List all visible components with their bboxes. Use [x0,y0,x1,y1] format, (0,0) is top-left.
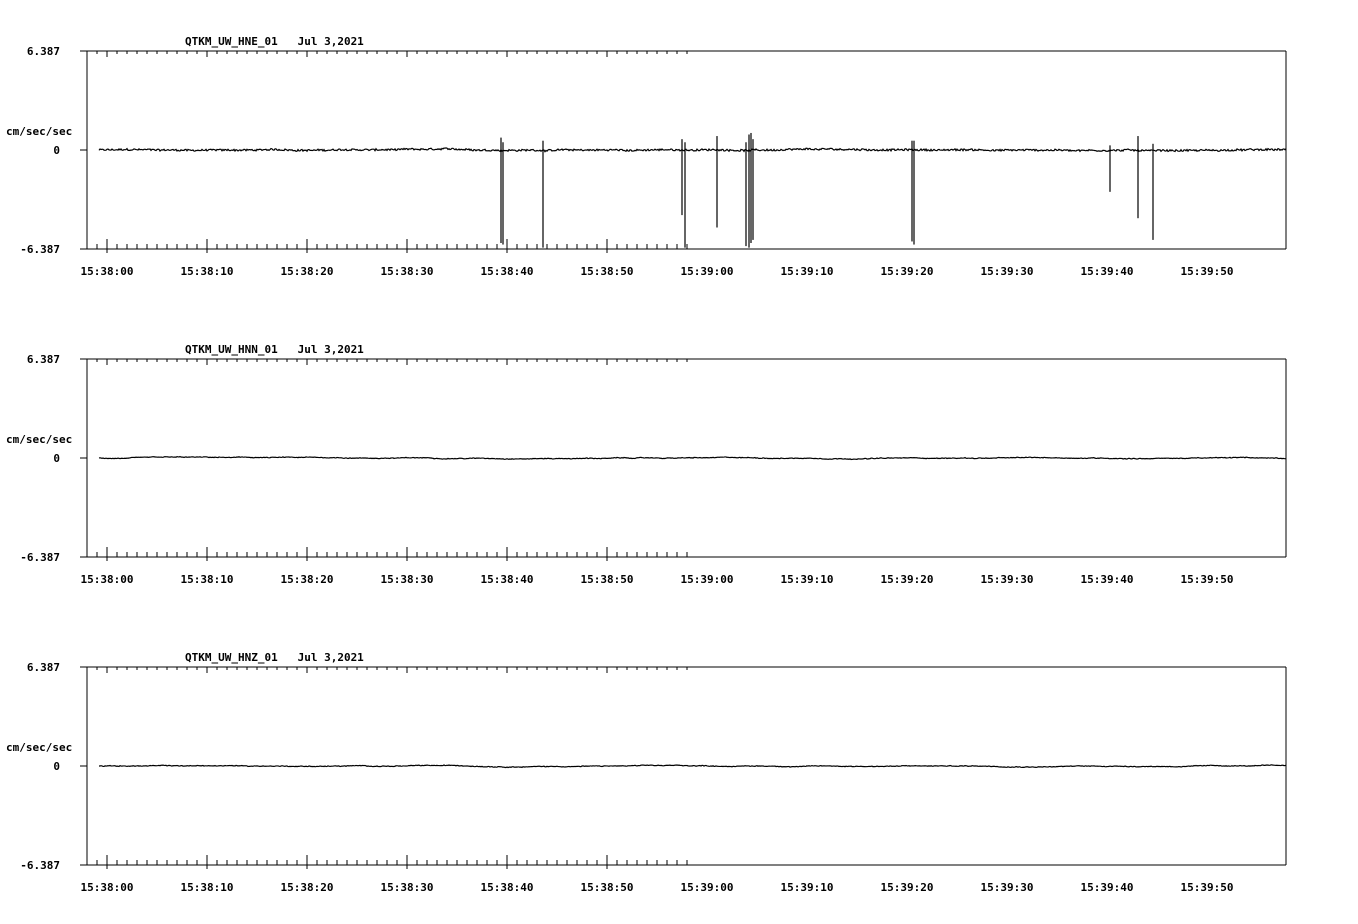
x-tick-label: 15:39:00 [680,265,734,278]
seismic-trace [99,457,1286,460]
x-tick-label: 15:38:00 [80,881,134,894]
x-tick-label: 15:39:30 [980,881,1034,894]
seismic-trace [99,148,1286,152]
x-tick-label: 15:38:20 [280,265,334,278]
x-tick-label: 15:39:10 [780,265,834,278]
panel-3 [80,667,1286,869]
x-tick-label: 15:38:10 [180,265,234,278]
x-tick-label: 15:39:30 [980,265,1034,278]
x-tick-label: 15:38:20 [280,881,334,894]
x-tick-label: 15:38:50 [580,573,634,586]
x-tick-label: 15:39:50 [1180,881,1234,894]
x-tick-label: 15:39:20 [880,573,934,586]
x-tick-label: 15:38:30 [380,881,434,894]
y-tick-label-max: 6.387 [26,353,60,366]
x-tick-label: 15:39:30 [980,573,1034,586]
y-tick-label-max: 6.387 [26,661,60,674]
x-tick-label: 15:38:50 [580,881,634,894]
panel-2 [80,359,1286,561]
x-tick-label: 15:39:00 [680,573,734,586]
x-tick-label: 15:39:40 [1080,265,1134,278]
x-tick-label: 15:39:20 [880,881,934,894]
x-tick-label: 15:38:30 [380,573,434,586]
x-tick-label: 15:39:20 [880,265,934,278]
x-tick-label: 15:39:10 [780,881,834,894]
x-tick-label: 15:38:10 [180,573,234,586]
y-tick-label-min: -6.387 [20,859,60,872]
x-tick-label: 15:38:40 [480,573,534,586]
x-tick-label: 15:38:20 [280,573,334,586]
x-tick-label: 15:38:10 [180,881,234,894]
x-tick-label: 15:39:10 [780,573,834,586]
x-tick-label: 15:38:30 [380,265,434,278]
y-axis-label: cm/sec/sec [6,741,73,754]
y-axis-label: cm/sec/sec [6,433,73,446]
y-tick-label-max: 6.387 [26,45,60,58]
x-tick-label: 15:38:50 [580,265,634,278]
x-tick-label: 15:38:00 [80,573,134,586]
panel-title: QTKM_UW_HNZ_01 Jul 3,2021 [185,651,364,664]
x-tick-label: 15:39:40 [1080,573,1134,586]
x-tick-label: 15:39:50 [1180,573,1234,586]
x-tick-label: 15:39:00 [680,881,734,894]
panel-title: QTKM_UW_HNN_01 Jul 3,2021 [185,343,364,356]
y-axis-label: cm/sec/sec [6,125,73,138]
x-tick-label: 15:38:00 [80,265,134,278]
y-tick-label-zero: 0 [53,144,60,157]
y-tick-label-min: -6.387 [20,243,60,256]
seismic-trace [99,765,1286,768]
x-tick-label: 15:39:40 [1080,881,1134,894]
x-tick-label: 15:38:40 [480,881,534,894]
panel-title: QTKM_UW_HNE_01 Jul 3,2021 [185,35,364,48]
y-tick-label-zero: 0 [53,452,60,465]
panel-1 [80,51,1286,253]
x-tick-label: 15:39:50 [1180,265,1234,278]
y-tick-label-min: -6.387 [20,551,60,564]
x-tick-label: 15:38:40 [480,265,534,278]
y-tick-label-zero: 0 [53,760,60,773]
